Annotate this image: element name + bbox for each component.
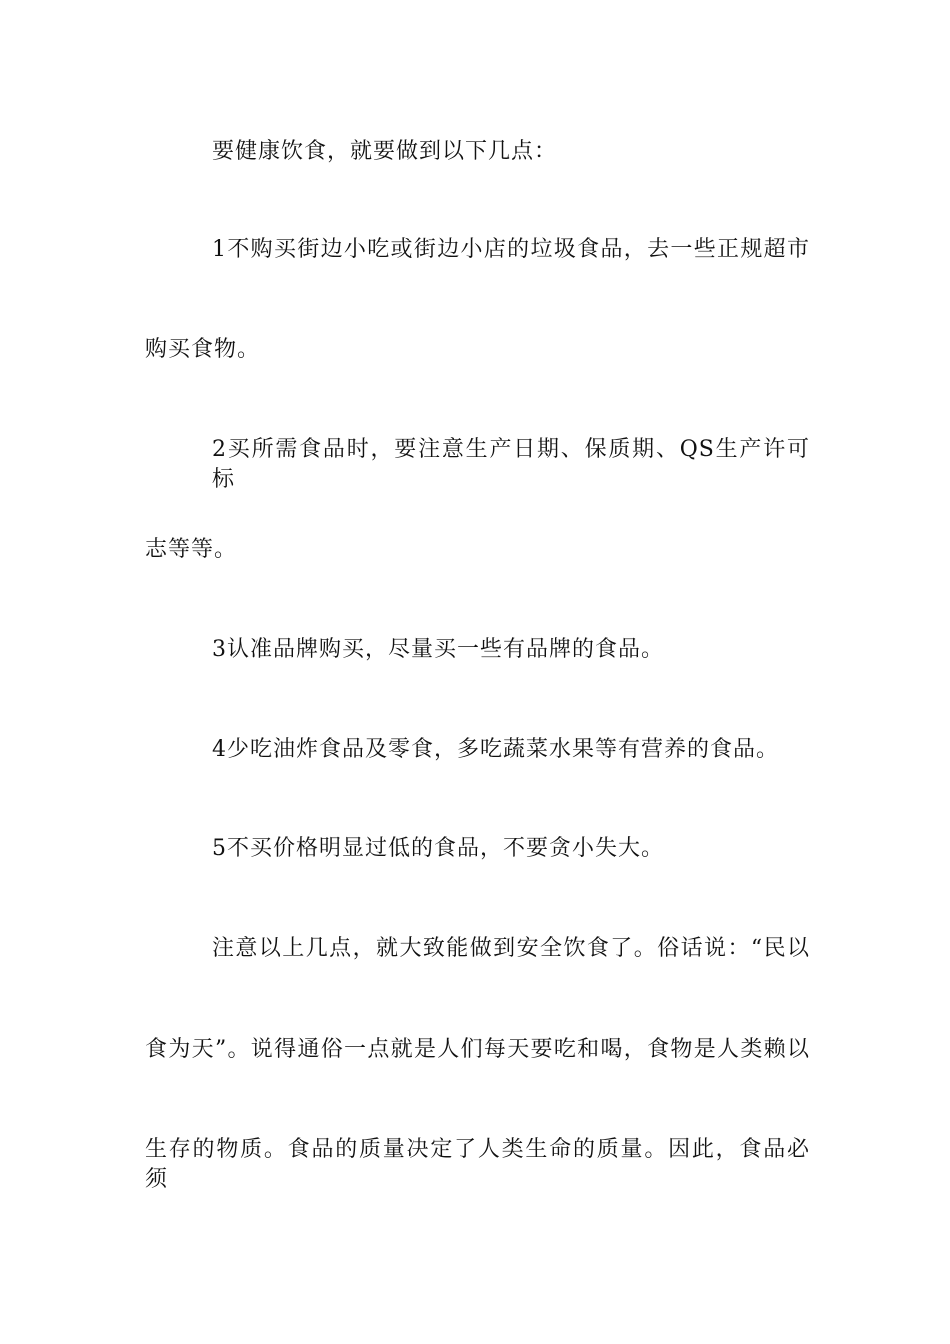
item-4-paragraph: 4少吃油炸食品及零食，多吃蔬菜水果等有营养的食品。 [212, 737, 779, 762]
item-1-line-2: 购买食物。 [145, 337, 261, 362]
item-3-paragraph: 3认准品牌购买，尽量买一些有品牌的食品。 [212, 637, 664, 662]
conclusion-line-1: 注意以上几点，就大致能做到安全饮食了。俗话说：“民以 [212, 936, 810, 961]
item-5-paragraph: 5不买价格明显过低的食品，不要贪小失大。 [212, 836, 664, 861]
item-1-line-1: 1不购买街边小吃或街边小店的垃圾食品，去一些正规超市 [212, 237, 810, 262]
conclusion-line-3: 生存的物质。食品的质量决定了人类生命的质量。因此，食品必须 [145, 1137, 810, 1192]
intro-paragraph: 要健康饮食，就要做到以下几点： [212, 139, 558, 164]
item-2-line-2: 志等等。 [145, 537, 238, 562]
item-2-line-1: 2买所需食品时，要注意生产日期、保质期、QS生产许可标 [212, 437, 810, 492]
conclusion-line-2: 食为天”。说得通俗一点就是人们每天要吃和喝，食物是人类赖以 [145, 1037, 810, 1062]
